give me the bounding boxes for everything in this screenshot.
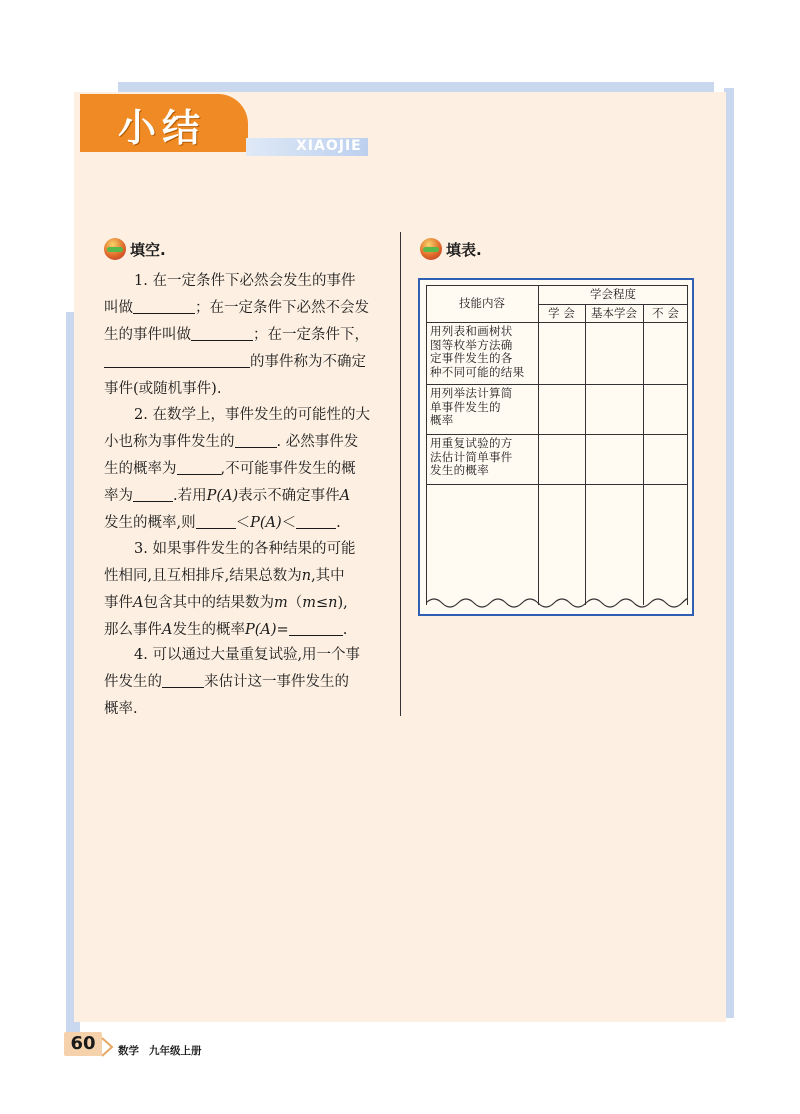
answer-blank[interactable] bbox=[191, 324, 253, 341]
exercise-icon bbox=[104, 238, 126, 260]
table-row-skill: 用重复试验的方 法估计简单事件 发生的概率 bbox=[430, 436, 513, 477]
header-skill-content: 技能内容 bbox=[459, 296, 505, 310]
question-1: 1. 在一定条件下必然会发生的事件 叫做 ；在一定条件下必然不会发 生的事件叫做 ；在一定条件下， 的事件称为不确定 事件(或随机事件). bbox=[104, 273, 369, 397]
table-heading: 填表. bbox=[420, 238, 482, 260]
answer-blank[interactable] bbox=[133, 297, 195, 314]
header-mastery-level: 学会程度 bbox=[590, 287, 636, 301]
page-tab-arrow bbox=[100, 1036, 116, 1058]
answer-blank[interactable] bbox=[162, 671, 204, 688]
answer-blank[interactable] bbox=[177, 458, 221, 475]
header-learned: 学 会 bbox=[548, 306, 575, 320]
section-title-latin: XIAOJIE bbox=[296, 138, 362, 154]
section-title: 小结 bbox=[118, 106, 207, 150]
answer-blank[interactable] bbox=[296, 512, 336, 529]
table-row-skill: 用列表和画树状 图等枚举方法确 定事件发生的各 种不同可能的结果 bbox=[430, 324, 525, 379]
question-3: 3. 如果事件发生的各种结果的可能 性相同,且互相排斥,结果总数为n,其中 事件A包含其中的结果数为m（m≤n), 那么事件A发生的概率P(A)= . bbox=[104, 541, 356, 638]
page-number: 60 bbox=[64, 1032, 102, 1056]
question-4: 4. 可以通过大量重复试验,用一个事 件发生的 来估计这一事件发生的 概率. bbox=[104, 647, 361, 717]
header-not-learned: 不 会 bbox=[652, 306, 679, 320]
question-2: 2. 在数学上，事件发生的可能性的大 小也称为事件发生的 . 必然事件发 生的概率为 ,不可能事件发生的概 率为 .若用P(A)表示不确定事件A 发生的概率,则 ＜P(A)＜ . bbox=[104, 407, 370, 531]
answer-blank[interactable] bbox=[133, 485, 173, 502]
exercise-icon bbox=[420, 238, 442, 260]
wavy-bottom-edge bbox=[426, 595, 688, 611]
answer-blank[interactable] bbox=[104, 351, 250, 368]
self-assessment-table bbox=[418, 278, 694, 616]
column-divider bbox=[400, 232, 401, 716]
answer-blank[interactable] bbox=[235, 431, 277, 448]
table-row-skill: 用列举法计算简 单事件发生的 概率 bbox=[430, 386, 513, 427]
header-basically-learned: 基本学会 bbox=[591, 306, 637, 320]
book-info: 数学 九年级上册 bbox=[118, 1045, 202, 1057]
fill-in-heading: 填空. bbox=[104, 238, 166, 260]
answer-blank[interactable] bbox=[196, 512, 236, 529]
answer-blank[interactable] bbox=[289, 619, 343, 636]
